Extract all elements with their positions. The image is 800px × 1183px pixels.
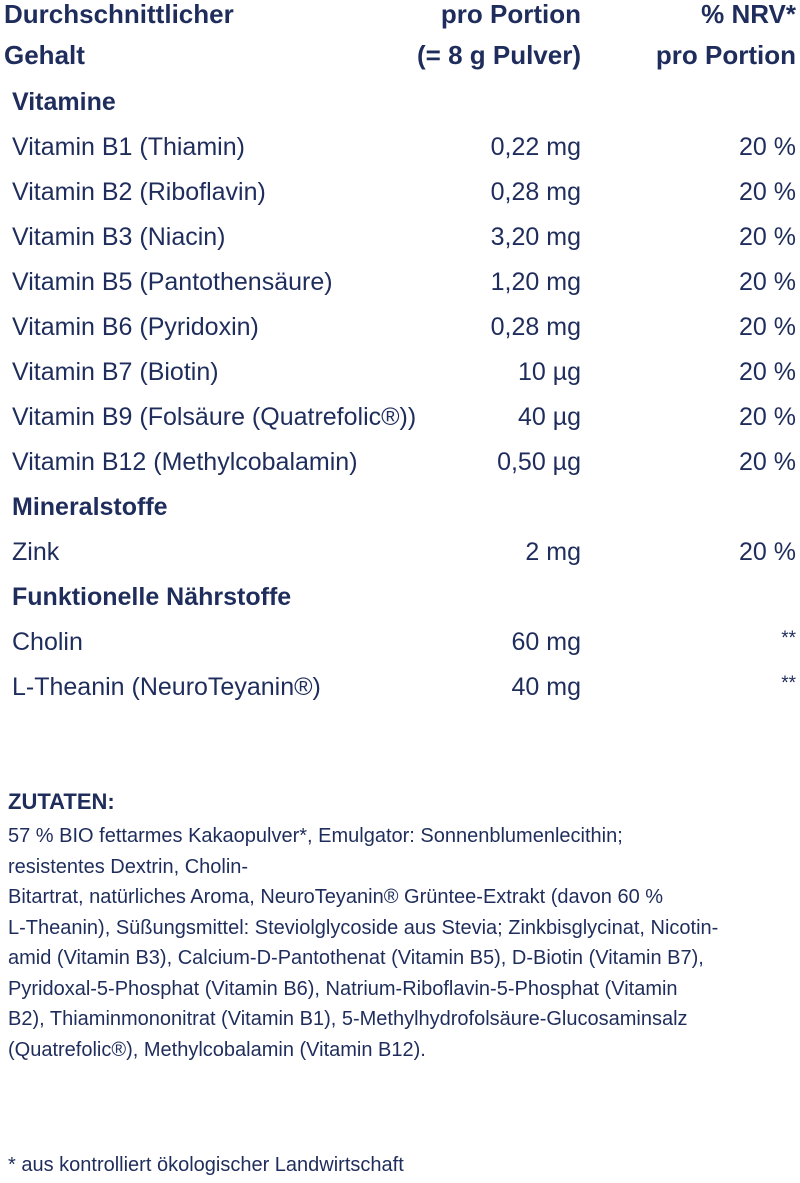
table-row xyxy=(0,125,800,170)
nutrient-name: Vitamin B12 (Methylcobalamin) xyxy=(12,448,358,476)
header-content-line2: Gehalt xyxy=(4,40,85,70)
nutrient-amount: 0,22 mg xyxy=(490,133,581,161)
nutrient-nrv: 20 % xyxy=(739,448,796,476)
ingredients-text xyxy=(8,821,798,1065)
nutrient-name: Zink xyxy=(12,538,60,566)
nutrient-amount: 60 mg xyxy=(511,628,581,656)
nutrient-name: L-Theanin (NeuroTeyanin®) xyxy=(12,673,321,701)
nutrient-amount: 0,28 mg xyxy=(490,178,581,206)
nutrient-nrv: ** xyxy=(781,628,796,649)
nutrient-amount: 0,28 mg xyxy=(490,313,581,341)
ingredients-line: Pyridoxal-5-Phosphat (Vitamin B6), Natrium-Riboflavin-5-Phosphat (Vitamin xyxy=(8,977,678,1000)
table-row xyxy=(0,620,800,665)
nutrient-nrv: 20 % xyxy=(739,403,796,431)
table-row xyxy=(0,305,800,350)
section-title: Funktionelle Nährstoffe xyxy=(12,583,292,611)
nutrient-amount: 10 µg xyxy=(517,358,581,386)
nutrition-table xyxy=(0,80,800,710)
nutrient-nrv: 20 % xyxy=(739,133,796,161)
header-nrv-line1: % NRV* xyxy=(701,0,796,29)
nutrient-name: Vitamin B5 (Pantothensäure) xyxy=(12,268,333,296)
section-title: Vitamine xyxy=(12,88,116,116)
nutrient-amount: 40 mg xyxy=(511,673,581,701)
nutrient-nrv: 20 % xyxy=(739,223,796,251)
nutrient-amount: 40 µg xyxy=(517,403,581,431)
nutrient-name: Cholin xyxy=(12,628,83,656)
table-row xyxy=(0,440,800,485)
table-header xyxy=(0,0,800,80)
header-nrv xyxy=(656,0,796,76)
ingredients-line: (Quatrefolic®), Methylcobalamin (Vitamin B12). xyxy=(8,1038,426,1061)
table-row xyxy=(0,170,800,215)
ingredients-line: Bitartrat, natürliches Aroma, NeuroTeyanin® Grüntee-Extrakt (davon 60 % xyxy=(8,886,664,908)
section-title: Mineralstoffe xyxy=(12,493,168,521)
header-content-line1: Durchschnittlicher xyxy=(4,0,234,29)
header-content-label xyxy=(4,0,234,76)
table-row xyxy=(0,215,800,260)
ingredients-block xyxy=(8,787,798,1065)
header-nrv-line2: pro Portion xyxy=(655,40,796,70)
ingredients-line: L-Theanin), Süßungsmittel: Steviolglycoside aus Stevia; Zinkbisglycinat, Nicotin- xyxy=(8,916,719,939)
table-row xyxy=(0,665,800,710)
nutrient-nrv: 20 % xyxy=(739,178,796,206)
footnote: * aus kontrolliert ökologischer Landwirtschaft xyxy=(8,1154,404,1176)
ingredients-line: B2), Thiaminmononitrat (Vitamin B1), 5-Methylhydrofolsäure-Glucosaminsalz xyxy=(8,1008,688,1030)
ingredients-title: ZUTATEN: xyxy=(8,789,115,814)
section-row xyxy=(0,485,800,530)
nutrient-name: Vitamin B1 (Thiamin) xyxy=(12,133,245,161)
table-row xyxy=(0,395,800,440)
table-row xyxy=(0,260,800,305)
nutrient-name: Vitamin B2 (Riboflavin) xyxy=(12,178,266,206)
nutrient-nrv: 20 % xyxy=(739,268,796,296)
header-per-portion-line1: pro Portion xyxy=(440,0,581,29)
nutrient-nrv: ** xyxy=(781,673,796,694)
section-row xyxy=(0,575,800,620)
header-per-portion xyxy=(417,0,581,76)
section-row xyxy=(0,80,800,125)
table-row xyxy=(0,530,800,575)
nutrient-name: Vitamin B6 (Pyridoxin) xyxy=(12,313,259,341)
ingredients-line: amid (Vitamin B3), Calcium-D-Pantothenat (Vitamin B5), D-Biotin (Vitamin B7), xyxy=(8,947,704,969)
nutrient-nrv: 20 % xyxy=(739,313,796,341)
nutrient-name: Vitamin B7 (Biotin) xyxy=(12,358,219,386)
table-row xyxy=(0,350,800,395)
nutrient-amount: 3,20 mg xyxy=(490,223,581,251)
ingredients-line: resistentes Dextrin, Cholin- xyxy=(8,855,249,878)
ingredients-line: 57 % BIO fettarmes Kakaopulver*, Emulgator: Sonnenblumenlecithin; xyxy=(8,825,623,847)
nutrient-nrv: 20 % xyxy=(739,358,796,386)
nutrient-name: Vitamin B9 (Folsäure (Quatrefolic®)) xyxy=(12,403,417,431)
nutrient-name: Vitamin B3 (Niacin) xyxy=(12,223,226,251)
nutrient-nrv: 20 % xyxy=(739,538,796,566)
nutrient-amount: 0,50 µg xyxy=(497,448,581,476)
nutrient-amount: 2 mg xyxy=(525,538,581,566)
header-per-portion-line2: (= 8 g Pulver) xyxy=(417,40,581,70)
nutrient-amount: 1,20 mg xyxy=(490,268,581,296)
